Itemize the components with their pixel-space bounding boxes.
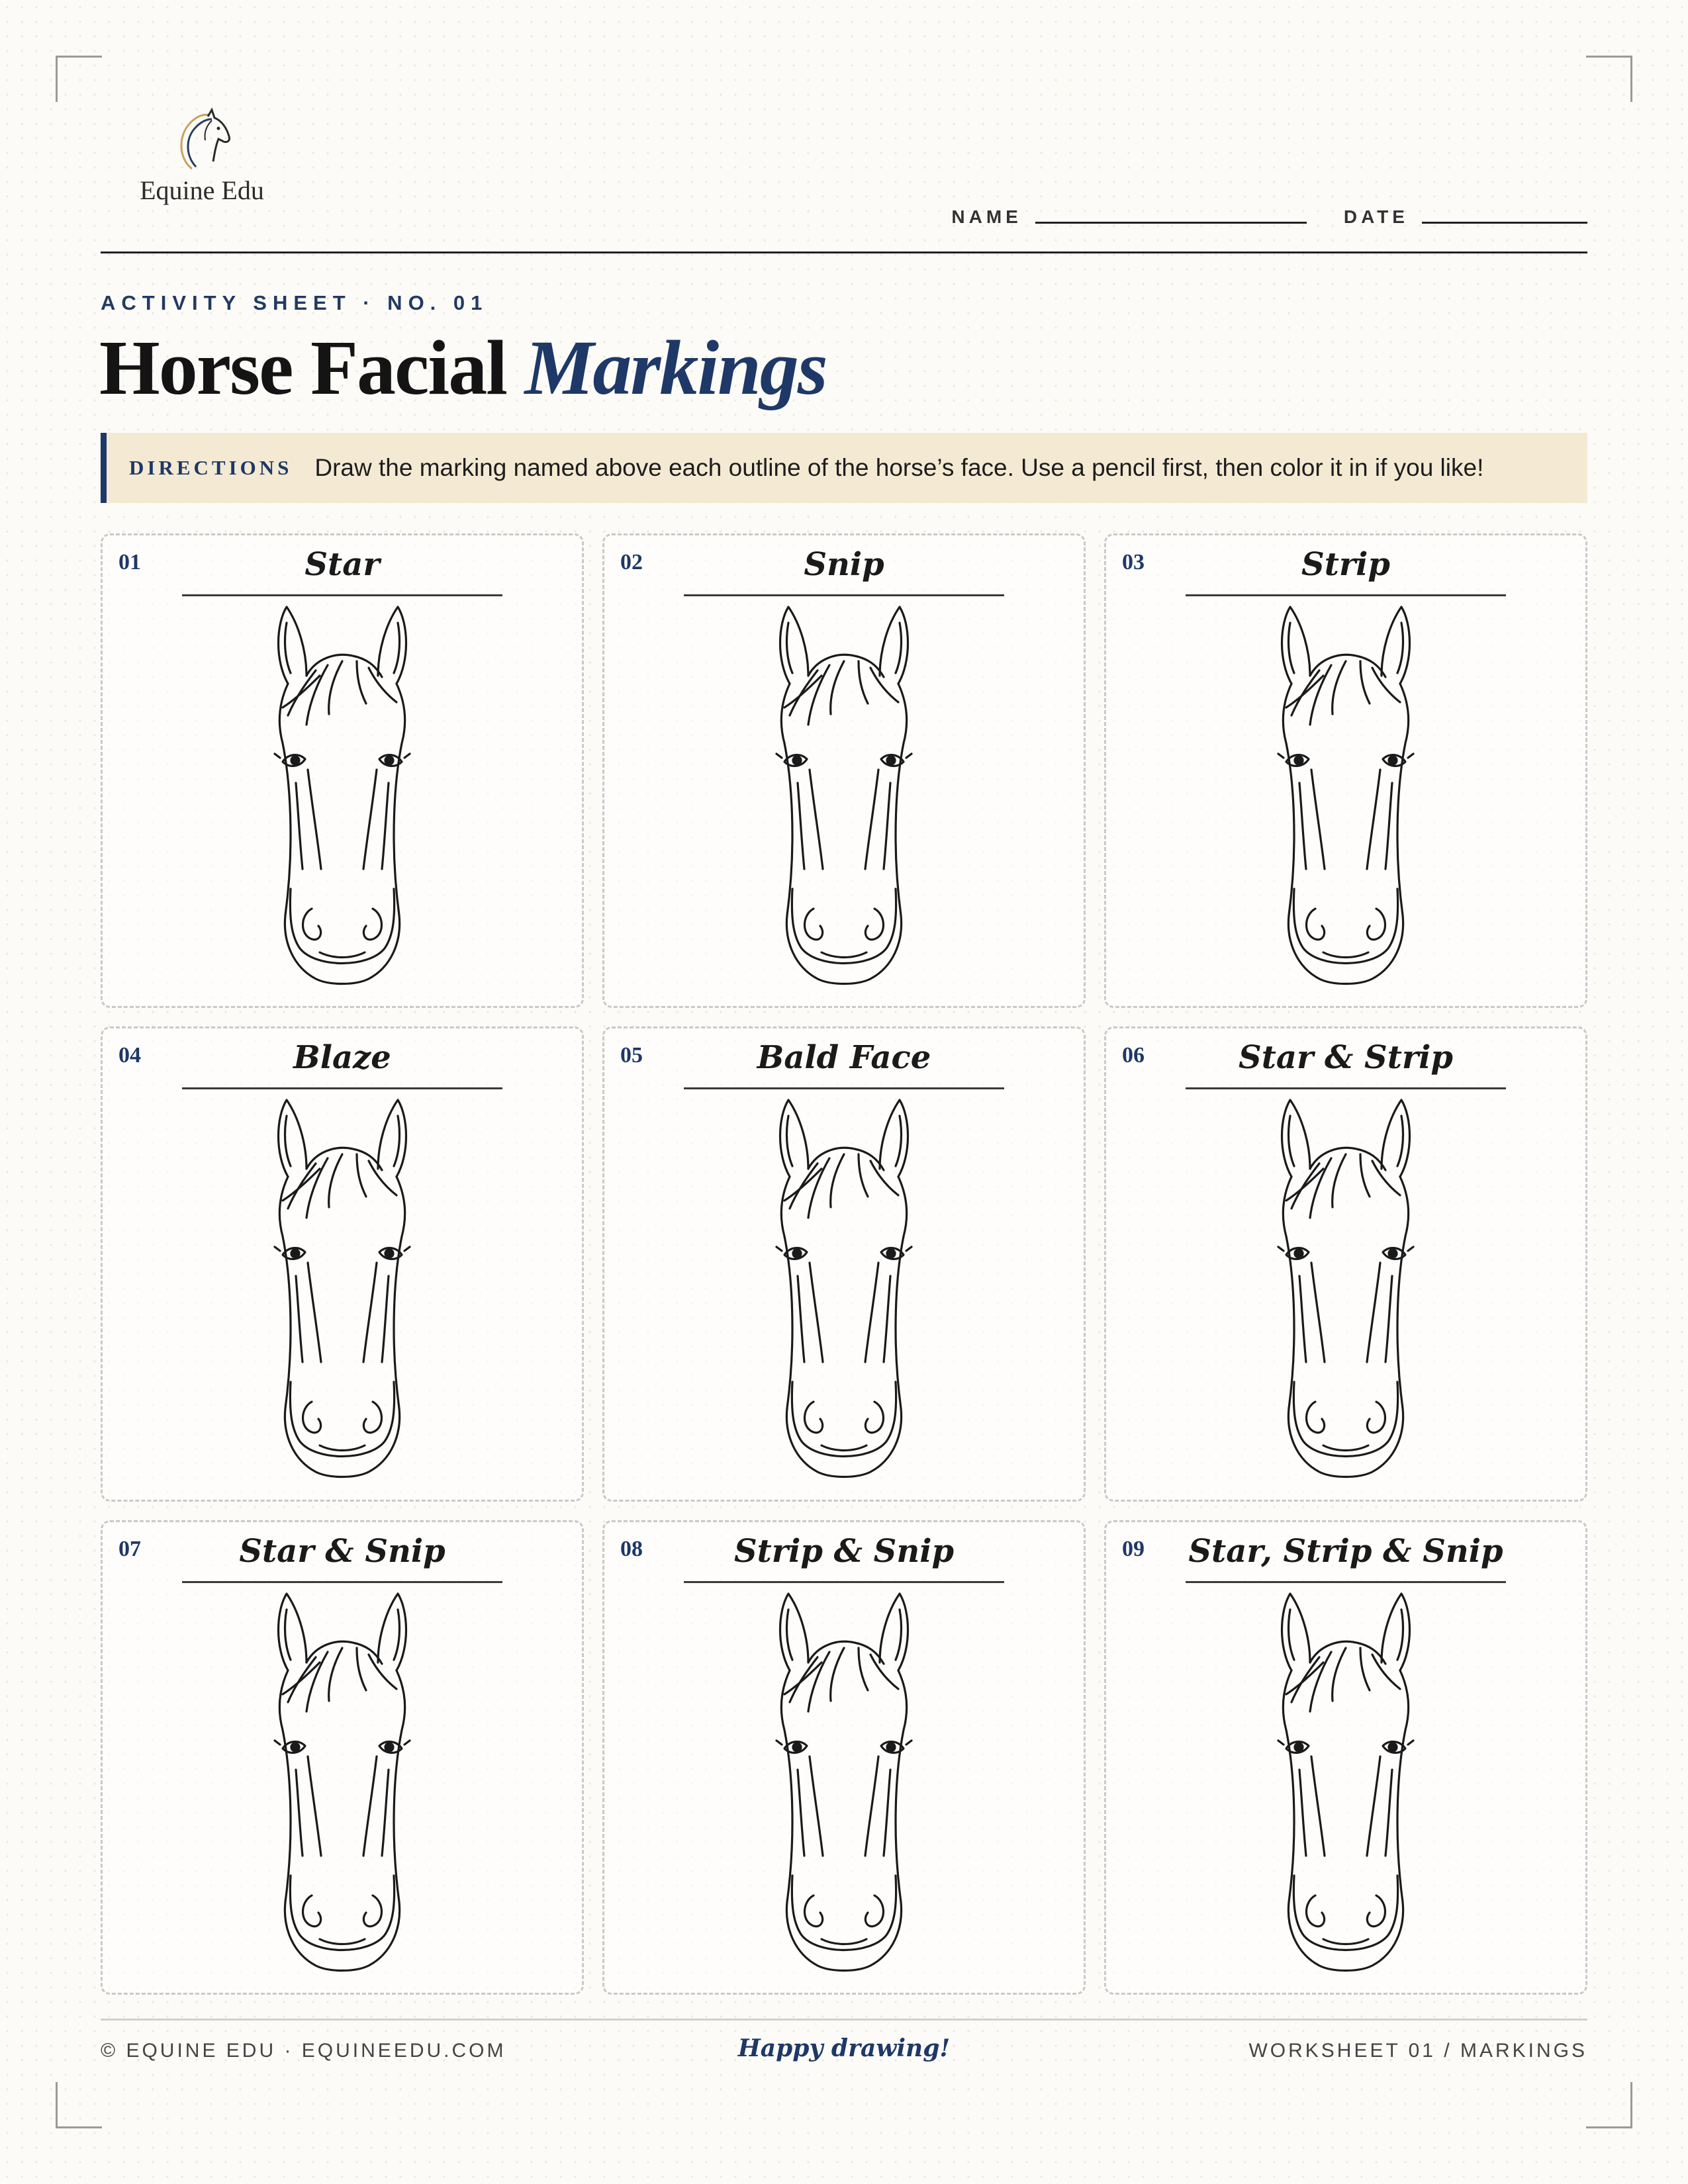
marking-card[interactable] <box>101 533 584 1008</box>
directions-text: Draw the marking named above each outline of the horse’s face. Use a pencil first, then color it in if you like! <box>314 454 1484 481</box>
marking-card[interactable] <box>1104 1026 1587 1501</box>
corner-mark-bottom-left <box>56 2082 102 2128</box>
marking-card[interactable] <box>1104 1520 1587 1995</box>
horse-face-outline-icon[interactable] <box>243 1591 442 1975</box>
card-label: Star <box>182 546 502 596</box>
horse-face-outline-icon[interactable] <box>745 604 943 988</box>
markings-grid <box>101 533 1587 1995</box>
card-label: Star & Strip <box>1186 1039 1506 1089</box>
corner-mark-top-right <box>1586 56 1632 102</box>
horse-head-logo-icon <box>165 106 238 172</box>
card-label: Star, Strip & Snip <box>1186 1533 1506 1583</box>
header-divider <box>101 251 1587 253</box>
marking-card[interactable] <box>602 533 1086 1008</box>
horse-face-outline-icon[interactable] <box>1246 1591 1445 1975</box>
card-number: 06 <box>1122 1043 1145 1068</box>
card-number: 03 <box>1122 550 1145 574</box>
horse-face-outline-icon[interactable] <box>745 1097 943 1481</box>
brand-name: Equine Edu <box>140 175 264 205</box>
date-label: DATE <box>1343 206 1409 227</box>
footer-copyright: © EQUINE EDU · EQUINEEDU.COM <box>101 2040 506 2062</box>
card-number: 04 <box>118 1043 141 1068</box>
card-label: Bald Face <box>684 1039 1004 1089</box>
name-label: NAME <box>951 206 1022 227</box>
card-number: 09 <box>1122 1536 1145 1561</box>
footer-tagline: Happy drawing! <box>737 2034 951 2062</box>
horse-face-outline-icon[interactable] <box>745 1591 943 1975</box>
footer-worksheet-id: WORKSHEET 01 / MARKINGS <box>1248 2040 1587 2062</box>
directions-box <box>101 433 1587 503</box>
horse-face-outline-icon[interactable] <box>1246 604 1445 988</box>
horse-face-outline-icon[interactable] <box>243 604 442 988</box>
page-title <box>99 323 827 413</box>
marking-card[interactable] <box>602 1026 1086 1501</box>
marking-card[interactable] <box>1104 533 1587 1008</box>
marking-card[interactable] <box>101 1520 584 1995</box>
card-number: 08 <box>620 1536 643 1561</box>
name-date-fields <box>951 206 1587 228</box>
card-label: Strip & Snip <box>684 1533 1004 1583</box>
card-label: Star & Snip <box>182 1533 502 1583</box>
horse-face-outline-icon[interactable] <box>1246 1097 1445 1481</box>
corner-mark-top-left <box>56 56 102 102</box>
card-label: Blaze <box>182 1039 502 1089</box>
name-write-line[interactable] <box>1035 221 1307 224</box>
activity-kicker: ACTIVITY SHEET · NO. 01 <box>101 291 489 314</box>
card-number: 02 <box>620 550 643 574</box>
marking-card[interactable] <box>602 1520 1086 1995</box>
marking-card[interactable] <box>101 1026 584 1501</box>
card-number: 01 <box>118 550 141 574</box>
card-label: Strip <box>1186 546 1506 596</box>
footer-divider <box>101 2019 1587 2021</box>
brand-logo <box>132 106 271 206</box>
card-number: 05 <box>620 1043 643 1068</box>
directions-label: DIRECTIONS <box>129 456 293 479</box>
title-main: Horse Facial <box>99 324 506 411</box>
card-number: 07 <box>118 1536 141 1561</box>
date-write-line[interactable] <box>1422 221 1587 224</box>
title-accent: Markings <box>524 324 827 411</box>
horse-face-outline-icon[interactable] <box>243 1097 442 1481</box>
corner-mark-bottom-right <box>1586 2082 1632 2128</box>
card-label: Snip <box>684 546 1004 596</box>
